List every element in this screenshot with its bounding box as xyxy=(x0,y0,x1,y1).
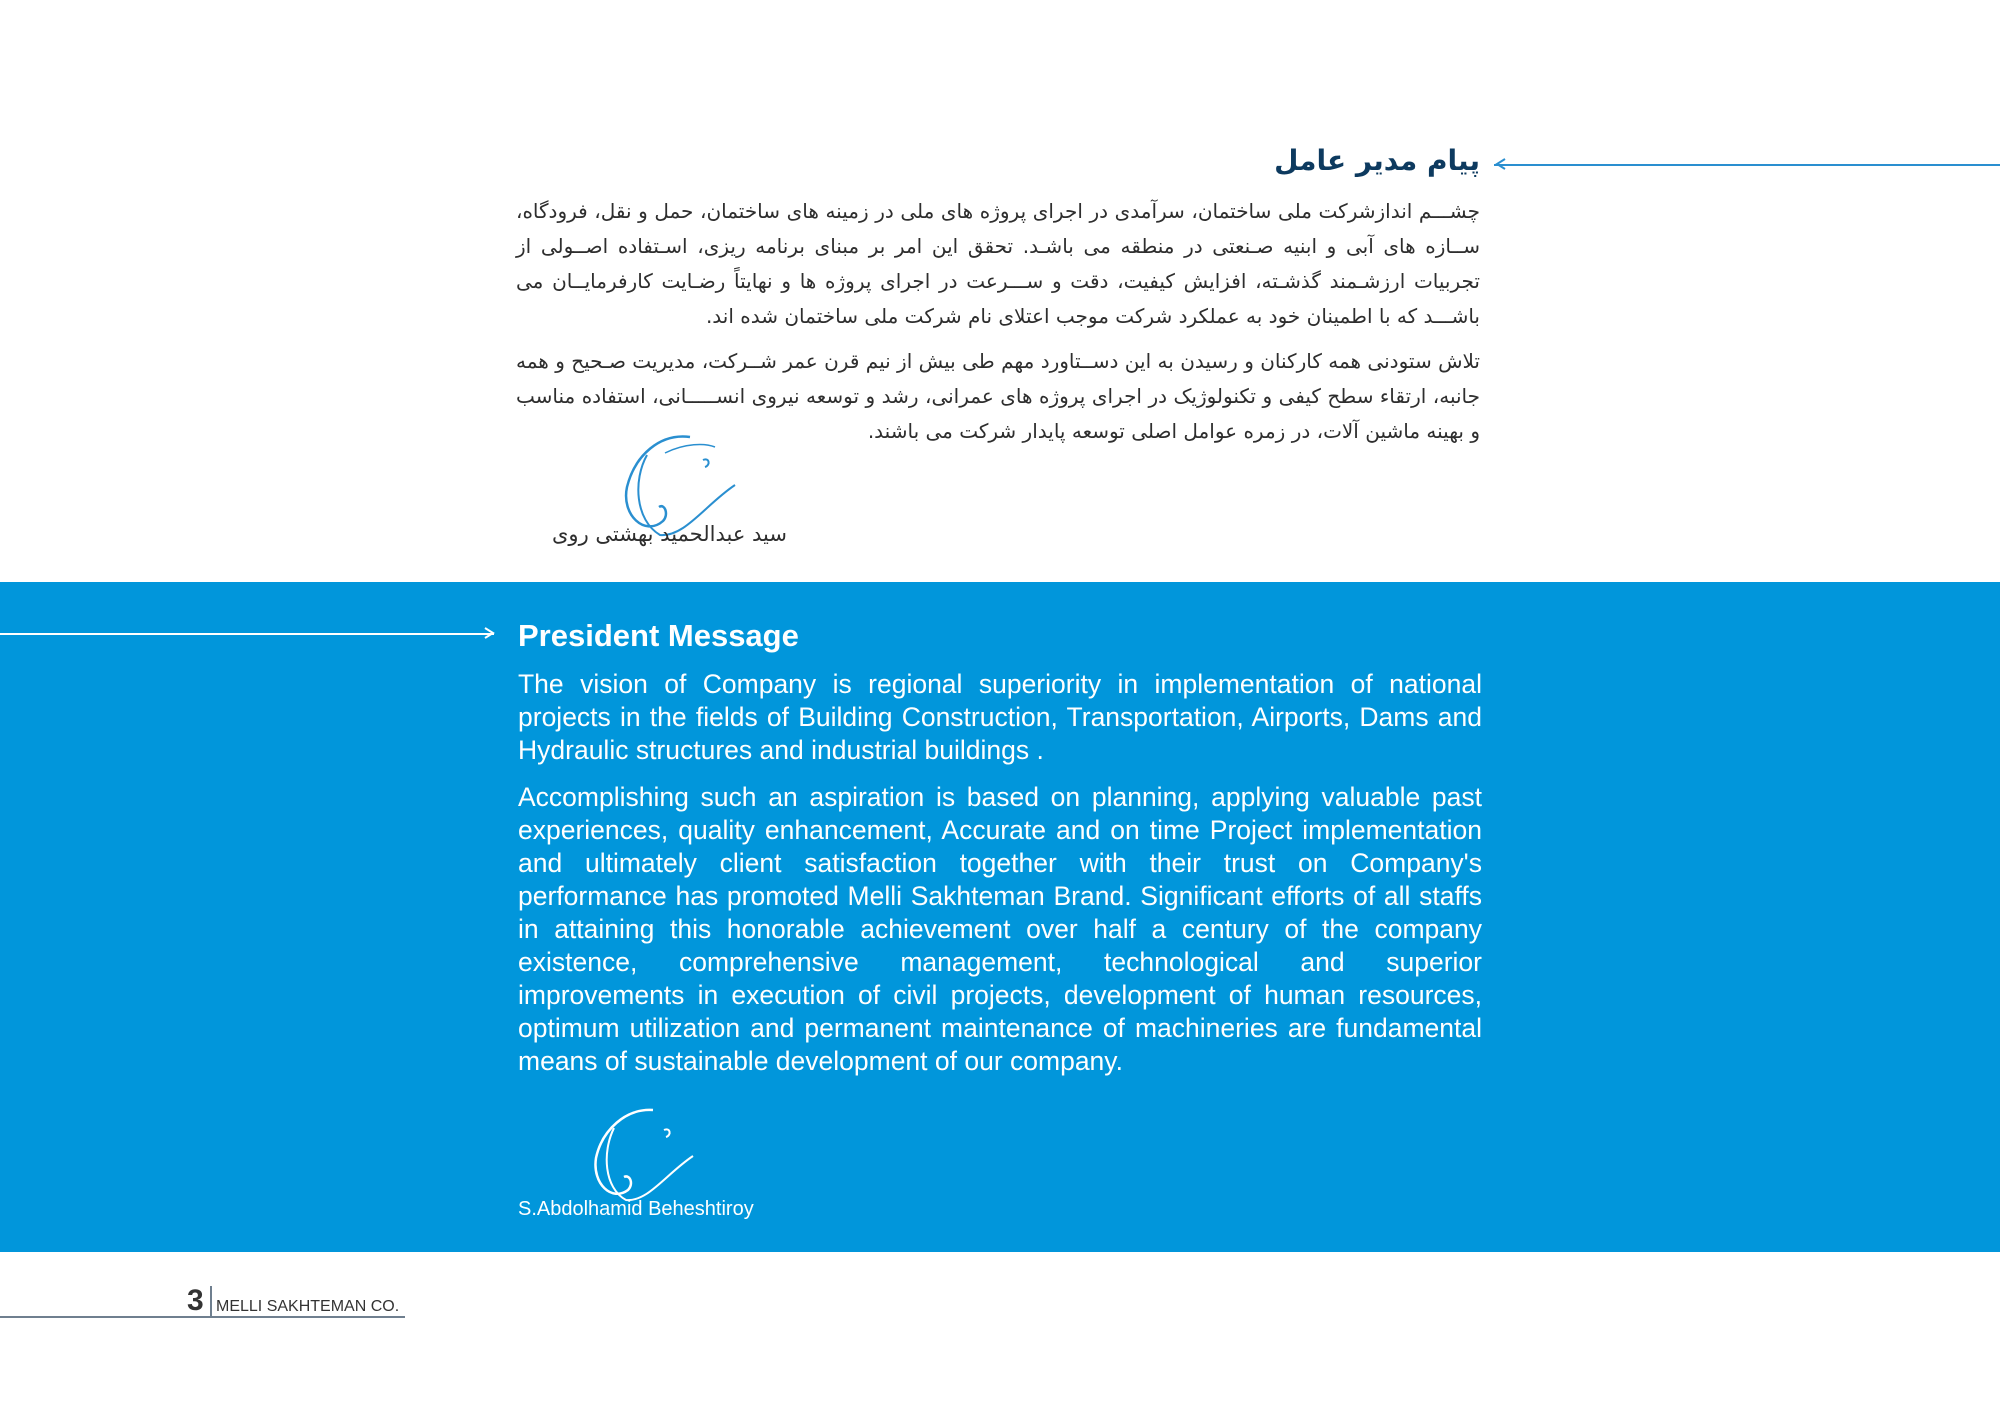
english-title-arrow-line xyxy=(0,633,494,635)
persian-title: پیام مدیر عامل xyxy=(1274,144,1480,177)
english-section xyxy=(0,582,2000,1252)
english-signer-name: S.Abdolhamid Beheshtiroy xyxy=(518,1198,754,1220)
persian-body xyxy=(516,194,1480,459)
persian-title-arrow-line xyxy=(1494,164,2000,166)
persian-signer-name: سید عبدالحمید بهشتی روی xyxy=(552,522,787,546)
arrow-right-icon xyxy=(482,626,496,640)
footer-company-name: MELLI SAKHTEMAN CO. xyxy=(216,1298,400,1315)
english-paragraph-1: The vision of Company is regional superiority in implementation of national projects in the fields of Building Construction, Transportation, Airports, Dams and Hydraulic structures and industrial buildings . xyxy=(518,669,1482,765)
persian-paragraph-1: چشـــم اندازشرکت ملی ساختمان، سرآمدی در اجرای پروژه های ملی در زمینه های ساختمان، حمل و نقل، فرودگاه، ســازه های آبی و ابنیه صـنعتی در منطقه می باشـد. تحقق این امر بر مبنای برنامه ریزی، اسـتفاده اصــولی از تجربیات ارزشـمند گذشـته، افزایش کیفیت، دقت و ســـرعت در اجرای پروژه ها و نهایتاً رضـایت کارفرمایــان می باشـــد که با اطمینان خود به عملکرد شرکت موجب اعتلای نام شرکت ملی ساختمان شده اند. xyxy=(516,199,1480,328)
english-signature-icon xyxy=(578,1100,708,1210)
page-number: 3 xyxy=(187,1284,204,1317)
english-paragraph-2: Accomplishing such an aspiration is based on planning, applying valuable past experiences, quality enhancement, Accurate and on time Project implementation and ultimately client satisfaction together with their trust on Company's performance has promoted Melli Sakhteman Brand. Significant efforts of all staffs in attaining this honorable achievement over half a century of the company existence, comprehensive management, technological and superior improvements in execution of civil projects, development of human resources, optimum utilization and permanent maintenance of machineries are fundamental means of sustainable development of our company. xyxy=(518,782,1482,1076)
persian-paragraph-2: تلاش ستودنی همه کارکنان و رسیدن به این دســتاورد مهم طی بیش از نیم قرن عمر شــرکت، مدیریت صـحیح و همه جانبه، ارتقاء سطح کیفی و تکنولوژیک در اجرای پروژه های عمرانی، رشد و توسعه نیروی انســـــانی، استفاده مناسب و بهینه ماشین آلات، در زمره عوامل اصلی توسعه پایدار شرکت می باشند. xyxy=(516,349,1480,443)
english-title: President Message xyxy=(518,618,799,653)
footer-divider xyxy=(210,1286,212,1318)
english-body xyxy=(518,668,1482,1092)
arrow-left-icon xyxy=(1494,157,1508,171)
